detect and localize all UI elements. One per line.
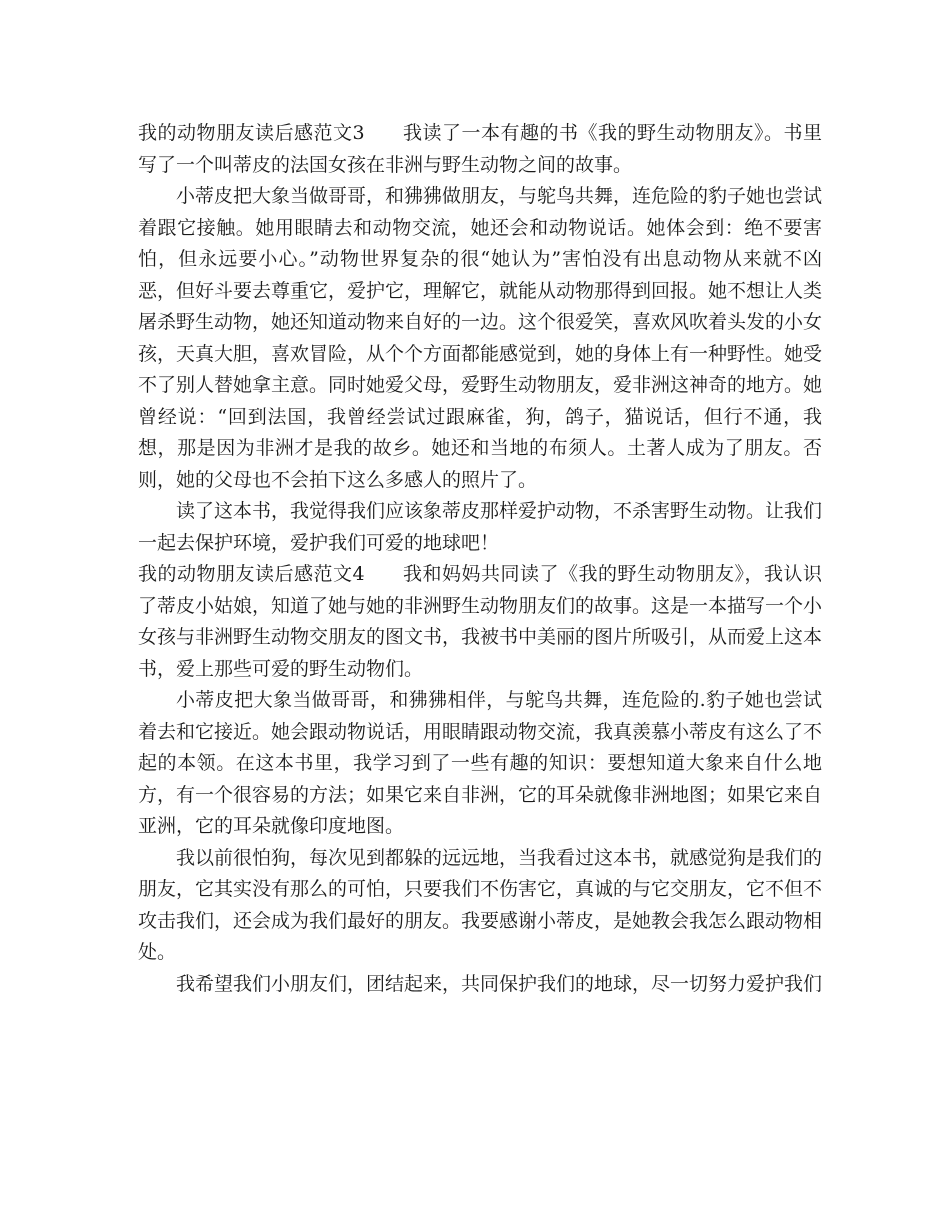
- section3-heading-paragraph: [138, 118, 822, 181]
- section3-heading: 我的动物朋友读后感范文3: [138, 122, 365, 144]
- document-body: [138, 118, 822, 1000]
- section3-intro: 我读了一本有趣的书《我的野生动物朋友》。书里写了一个叫蒂皮的法国女孩在非洲与野生动物之间的故事。: [138, 122, 822, 176]
- section4-paragraph-2: 我以前很怕狗，每次见到都躲的远远地，当我看过这本书，就感觉狗是我们的朋友，它其实没有那么的可怕，只要我们不伤害它，真诚的与它交朋友，它不但不攻击我们，还会成为我们最好的朋友。我要感谢小蒂皮，是她教会我怎么跟动物相处。: [138, 846, 823, 963]
- section3-paragraph-2: 读了这本书，我觉得我们应该象蒂皮那样爱护动物，不杀害野生动物。让我们一起去保护环境，爱护我们可爱的地球吧！: [138, 500, 823, 554]
- section4-heading-paragraph: [138, 559, 822, 685]
- section4-heading: 我的动物朋友读后感范文4: [138, 563, 365, 585]
- section3-paragraph-1: 小蒂皮把大象当做哥哥，和狒狒做朋友，与鸵鸟共舞，连危险的豹子她也尝试着跟它接触。她用眼睛去和动物交流，她还会和动物说话。她体会到：绝不要害怕，但永远要小心。”动物世界复杂的很“她认为”害怕没有出息动物从来就不凶恶，但好斗要去尊重它，爱护它，理解它，就能从动物那得到回报。她不想让人类屠杀野生动物，她还知道动物来自好的一边。这个很爱笑，喜欢风吹着头发的小女孩，天真大胆，喜欢冒险，从个个方面都能感觉到，她的身体上有一种野性。她受不了别人替她拿主意。同时她爱父母，爱野生动物朋友，爱非洲这神奇的地方。她曾经说：“回到法国，我曾经尝试过跟麻雀，狗，鸽子，猫说话，但行不通，我想，那是因为非洲才是我的故乡。她还和当地的布须人。土著人成为了朋友。否则，她的父母也不会拍下这么多感人的照片了。: [138, 185, 823, 491]
- section4-paragraph-1: 小蒂皮把大象当做哥哥，和狒狒相伴，与鸵鸟共舞，连危险的.豹子她也尝试着去和它接近。她会跟动物说话，用眼睛跟动物交流，我真羡慕小蒂皮有这么了不起的本领。在这本书里，我学习到了一些有趣的知识：要想知道大象来自什么地方，有一个很容易的方法；如果它来自非洲，它的耳朵就像非洲地图；如果它来自亚洲，它的耳朵就像印度地图。: [138, 689, 823, 837]
- section4-paragraph-3: 我希望我们小朋友们，团结起来，共同保护我们的地球，尽一切努力爱护我们: [176, 972, 823, 995]
- section4-intro: 我和妈妈共同读了《我的野生动物朋友》，我认识了蒂皮小姑娘，知道了她与她的非洲野生动物朋友们的故事。这是一本描写一个小女孩与非洲野生动物交朋友的图文书，我被书中美丽的图片所吸引，从而爱上这本书，爱上那些可爱的野生动物们。: [138, 563, 823, 680]
